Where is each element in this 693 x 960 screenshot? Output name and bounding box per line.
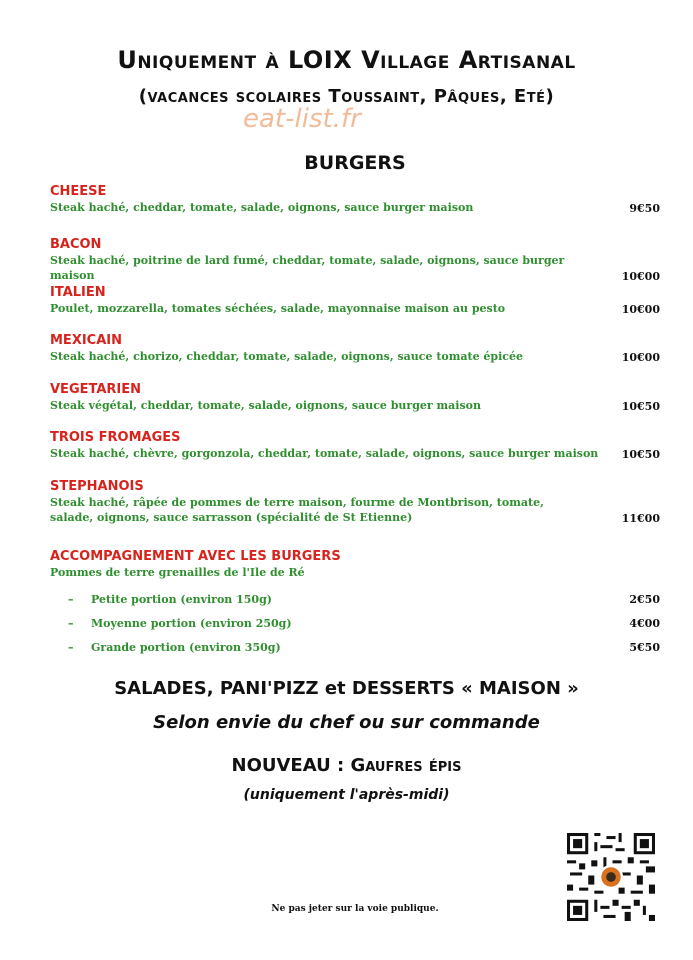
item-name: CHEESE: [50, 184, 107, 199]
item-price: 10€00: [621, 303, 660, 316]
item-description: Steak végétal, cheddar, tomate, salade, oignons, sauce burger maison: [50, 399, 481, 412]
side-option-price: 2€50: [629, 593, 660, 606]
item-name: STEPHANOIS: [50, 479, 144, 494]
item-price: 10€50: [621, 448, 660, 461]
side-option: [68, 617, 660, 630]
footer-note: Ne pas jeter sur la voie publique.: [271, 904, 439, 914]
item-description: Steak haché, chorizo, cheddar, tomate, salade, oignons, sauce tomate épicée: [50, 350, 523, 363]
item-description: Steak haché, râpée de pommes de terre maison, fourme de Montbrison, tomate, salade, oignons, sauce sarrasson (spécialité de St Etienne): [50, 496, 544, 524]
bullet-dash: –: [68, 617, 74, 630]
item-description: Steak haché, cheddar, tomate, salade, oignons, sauce burger maison: [50, 201, 474, 214]
promo-line-2: Selon envie du chef ou sur commande: [153, 712, 540, 733]
promo-line-1: SALADES, PANI'PIZZ et DESSERTS « MAISON »: [114, 678, 579, 699]
promo-new-label: NOUVEAU :: [231, 755, 345, 776]
item-price: 10€00: [621, 270, 660, 283]
bullet-dash: –: [68, 593, 74, 606]
side-option-label: Petite portion (environ 150g): [91, 593, 272, 606]
side-option-price: 5€50: [629, 641, 660, 654]
sides-description: Pommes de terre grenailles de l'Ile de Ré: [50, 566, 305, 579]
bullet-dash: –: [68, 641, 74, 654]
promo-line-3: [0, 755, 693, 776]
menu-item: [50, 184, 660, 215]
item-price: 9€50: [629, 202, 660, 215]
promo-line-4: (uniquement l'après-midi): [243, 787, 450, 803]
menu-item: [50, 430, 660, 461]
menu-item: [50, 479, 660, 525]
side-option-price: 4€00: [629, 617, 660, 630]
side-option: [68, 641, 660, 654]
menu-item: [50, 333, 660, 364]
side-option: [68, 593, 660, 606]
header-line-1: Uniquement à LOIX Village Artisanal: [117, 46, 576, 74]
side-option-label: Grande portion (environ 350g): [91, 641, 281, 654]
item-name: BACON: [50, 237, 102, 252]
side-option-label: Moyenne portion (environ 250g): [91, 617, 292, 630]
header-line-2: (vacances scolaires Toussaint, Pâques, Eté): [138, 86, 555, 107]
item-price: 10€50: [621, 400, 660, 413]
sides-section: [50, 549, 660, 580]
item-price: 10€00: [621, 351, 660, 364]
item-name: TROIS FROMAGES: [50, 430, 181, 445]
item-name: ITALIEN: [50, 285, 106, 300]
item-description: Poulet, mozzarella, tomates séchées, salade, mayonnaise maison au pesto: [50, 302, 506, 315]
menu-item: [50, 285, 660, 316]
menu-item: [50, 237, 660, 283]
section-title-burgers: BURGERS: [304, 152, 406, 174]
item-name: MEXICAIN: [50, 333, 122, 348]
item-description: Steak haché, chèvre, gorgonzola, cheddar, tomate, salade, oignons, sauce burger maison: [50, 447, 599, 460]
item-name: VEGETARIEN: [50, 382, 142, 397]
menu-item: [50, 382, 660, 413]
item-price: 11€00: [621, 512, 660, 525]
watermark: eat-list.fr: [243, 104, 361, 134]
promo-new-item: Gaufres épis: [350, 755, 462, 776]
sides-title: ACCOMPAGNEMENT AVEC LES BURGERS: [50, 549, 341, 564]
item-description: Steak haché, poitrine de lard fumé, cheddar, tomate, salade, oignons, sauce burger maison: [50, 254, 565, 282]
